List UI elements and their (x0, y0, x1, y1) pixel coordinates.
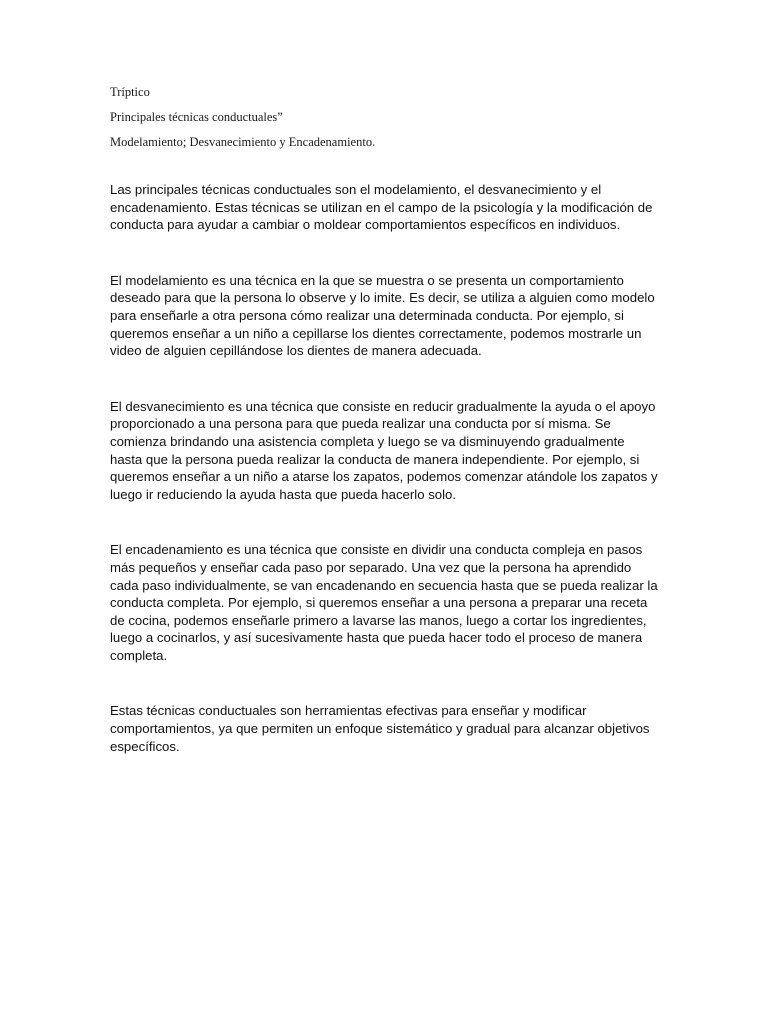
document-title: Principales técnicas conductuales” (110, 110, 283, 124)
paragraph-modelamiento: El modelamiento es una técnica en la que se muestra o se presenta un comportamiento deseado para que la persona lo observe y lo imite. Es decir, se utiliza a alguien como modelo para enseñarle a otra persona cómo realizar una determinada conducta. Por ejemplo, si queremos enseñar a un niño a cepillarse los dientes correctamente, podemos mostrarle un video de alguien cepillándose los dientes de manera adecuada. (110, 272, 655, 359)
paragraph-encadenamiento: El encadenamiento es una técnica que consiste en dividir una conducta compleja en pasos más pequeños y enseñar cada paso por separado. Una vez que la persona ha aprendido cada paso individualmente, se van encadenando en secuencia hasta que se pueda realizar la conducta completa. Por ejemplo, si queremos enseñar a una persona a preparar una receta de cocina, podemos enseñarle primero a lavarse las manos, luego a cortar los ingredientes, luego a cocinarlos, y así sucesivamente hasta que pueda hacer todo el proceso de manera completa. (110, 542, 658, 663)
paragraph-intro: Las principales técnicas conductuales son el modelamiento, el desvanecimiento y el encadenamiento. Estas técnicas se utilizan en el campo de la psicología y la modificación de conducta para ayudar a cambiar o moldear comportamientos específicos en individuos. (110, 182, 653, 233)
document-type-label: Tríptico (110, 85, 150, 99)
paragraph-conclusion: Estas técnicas conductuales son herramientas efectivas para enseñar y modificar comportamientos, ya que permiten un enfoque sistemático y gradual para alcanzar objetivos específicos. (110, 703, 650, 754)
paragraph-desvanecimiento: El desvanecimiento es una técnica que consiste en reducir gradualmente la ayuda o el apoyo proporcionado a una persona para que pueda realizar una conducta por sí misma. Se comienza brindando una asistencia completa y luego se va disminuyendo gradualmente hasta que la persona pueda realizar la conducta de manera independiente. Por ejemplo, si queremos enseñar a un niño a atarse los zapatos, podemos comenzar atándole los zapatos y luego ir reduciendo la ayuda hasta que pueda hacerlo solo. (110, 398, 658, 502)
document-body (110, 181, 658, 755)
document-header (110, 84, 670, 159)
document-subtitle: Modelamiento; Desvanecimiento y Encadenamiento. (110, 135, 376, 149)
